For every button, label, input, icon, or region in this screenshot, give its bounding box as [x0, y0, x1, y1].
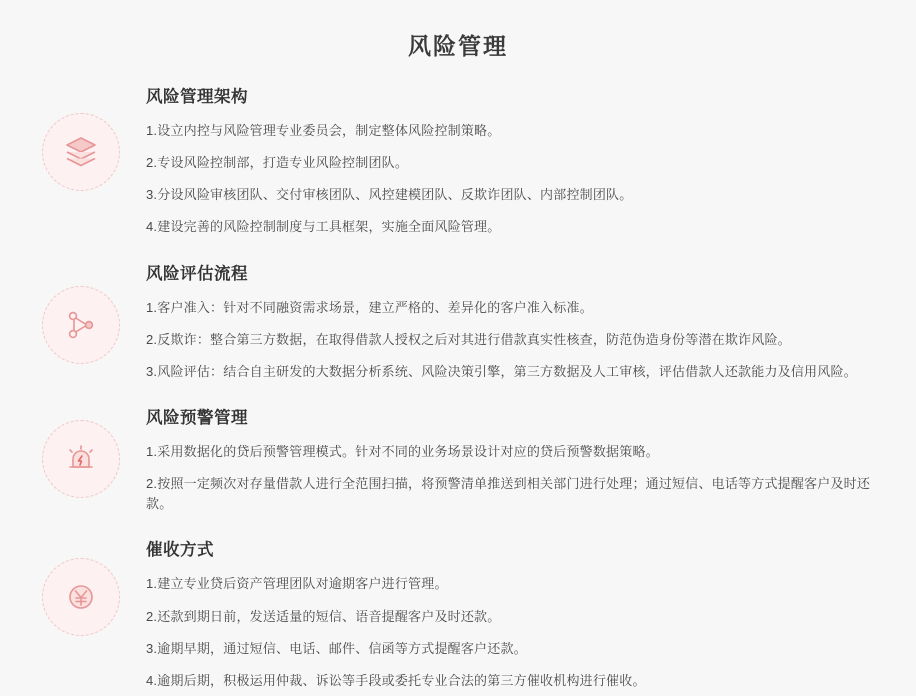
- section-icon-container: [16, 536, 146, 636]
- alarm-light-icon: [42, 420, 120, 498]
- list-item: 1.设立内控与风险管理专业委员会，制定整体风险控制策略。: [146, 123, 501, 138]
- list-item: 4.建设完善的风险控制制度与工具框架，实施全面风险管理。: [146, 219, 501, 235]
- section-text: [146, 83, 916, 238]
- list-item: 2.反欺诈：整合第三方数据，在取得借款人授权之后对其进行借款真实性核查，防范伪造身份等潜在欺诈风险。: [146, 331, 791, 347]
- network-nodes-icon: [42, 286, 120, 364]
- section-heading: 风险管理架构: [146, 88, 248, 106]
- section-text: [146, 260, 916, 382]
- list-item: 2.专设风险控制部，打造专业风险控制团队。: [146, 155, 409, 171]
- list-item: 3.逾期早期，通过短信、电话、邮件、信函等方式提醒客户还款。: [146, 640, 527, 656]
- layers-icon: [42, 113, 120, 191]
- section-icon-container: [16, 260, 146, 364]
- section-text: [146, 404, 916, 514]
- list-item: 3.分设风险审核团队、交付审核团队、风控建模团队、反欺诈团队、内部控制团队。: [146, 187, 633, 203]
- list-item: 1.建立专业贷后资产管理团队对逾期客户进行管理。: [146, 576, 448, 592]
- section-text: [146, 536, 916, 691]
- section-heading: 风险预警管理: [146, 408, 248, 427]
- list-item: 1.采用数据化的贷后预警管理模式。针对不同的业务场景设计对应的贷后预警数据策略。: [146, 443, 659, 459]
- list-item: 2.还款到期日前，发送适量的短信、语音提醒客户及时还款。: [146, 608, 501, 624]
- page-title: 风险管理: [408, 33, 508, 59]
- section-icon-container: [16, 404, 146, 498]
- sections-list: [0, 83, 916, 691]
- section-heading: 催收方式: [146, 541, 214, 560]
- list-item: 3.风险评估：结合自主研发的大数据分析系统、风险决策引擎，第三方数据及人工审核，评估借款人还款能力及信用风险。: [146, 363, 857, 379]
- list-item: 1.客户准入：针对不同融资需求场景，建立严格的、差异化的客户准入标准。: [146, 299, 593, 315]
- section-risk-management-structure: [0, 83, 916, 238]
- list-item: 4.逾期后期，积极运用仲裁、诉讼等手段或委托专业合法的第三方催收机构进行催收。: [146, 672, 646, 688]
- section-icon-container: [16, 83, 146, 191]
- section-heading: 风险评估流程: [146, 264, 248, 283]
- section-risk-warning-management: [0, 404, 916, 514]
- list-item: 2.按照一定频次对存量借款人进行全范围扫描，将预警清单推送到相关部门进行处理；通过短信、电话等方式提醒客户及时还款。: [146, 476, 871, 512]
- section-collection-methods: [0, 536, 916, 691]
- money-down-icon: [42, 558, 120, 636]
- section-risk-assessment-process: [0, 260, 916, 382]
